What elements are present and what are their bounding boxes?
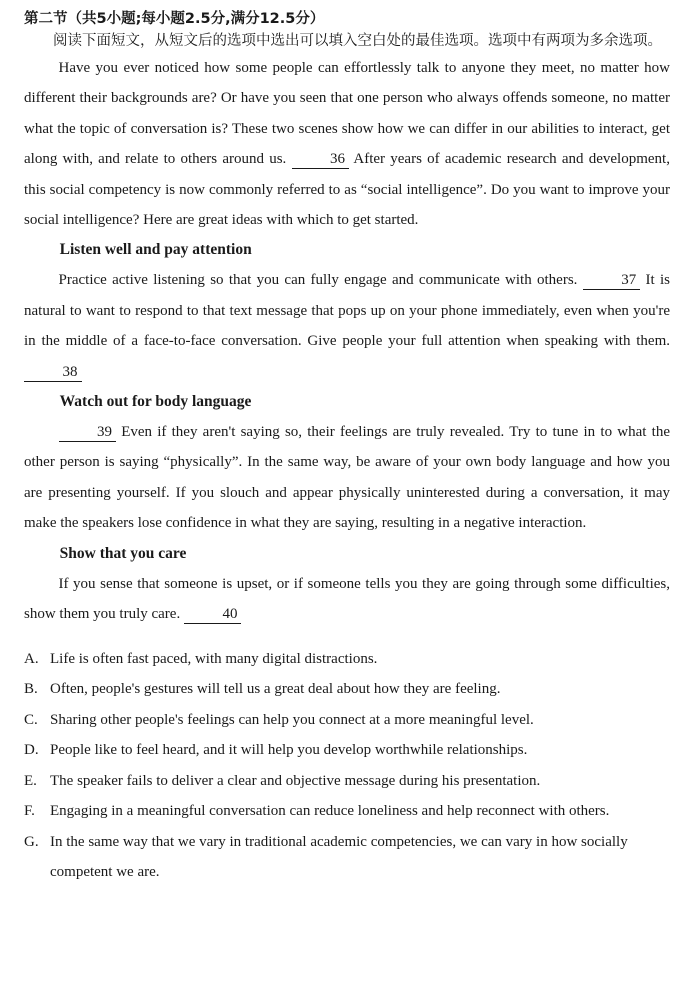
option-letter: D. [24, 742, 39, 758]
option-g [24, 827, 670, 888]
options-list [24, 644, 670, 888]
option-letter: A. [24, 650, 39, 667]
paragraph-3 [24, 417, 670, 539]
option-d [24, 735, 670, 766]
option-letter: F. [24, 803, 35, 819]
option-text: Engaging in a meaningful conversation can reduce loneliness and help reconnect with others. [50, 803, 610, 819]
option-text: In the same way that we vary in traditional academic competencies, we can vary in how socially competent we are. [50, 833, 628, 880]
blank-40: 40 [184, 605, 242, 624]
option-letter: B. [24, 681, 38, 697]
paragraph-2-text-b: It is natural to want to respond to that text message that pops up on your phone immediately, even when you're in the middle of a face-to-face conversation. Give people your full attention when speaking with them. [24, 272, 671, 350]
option-text: Sharing other people's feelings can help you connect at a more meaningful level. [50, 711, 534, 728]
option-c [24, 705, 670, 736]
heading-care: Show that you care [59, 544, 187, 562]
heading-listen: Listen well and pay attention [59, 241, 252, 259]
option-e [24, 766, 670, 797]
paragraph-2 [24, 265, 670, 387]
heading-body-language: Watch out for body language [59, 393, 252, 411]
paragraph-1-text-b: After years of academic research and development, this social competency is now commonly referred to as “social intelligence”. Do you want to improve your social intelligence? Here are great ideas with which to get started. [24, 151, 670, 229]
paragraph-4 [24, 569, 670, 630]
blank-36: 36 [292, 150, 350, 169]
paragraph-3-text: Even if they aren't saying so, their feelings are truly revealed. Try to tune in to what the other person is saying “physically”. In the same way, be aware of your own body language and how you are presenting yourself. If you slouch and appear physically uninterested during a conversation, it may make the speakers lose confidence in what they are saying, resulting in a negative interaction. [24, 424, 670, 532]
option-text: Life is often fast paced, with many digital distractions. [50, 650, 378, 667]
paragraph-1-text-a: Have you ever noticed how some people can effortlessly talk to anyone they meet, no matter how different their backgrounds are? Or have you seen that one person who always offends someone, no matter what the topic of conversation is? These two scenes show how we can differ in our abilities to interact, get along with, and relate to others around us. [24, 60, 670, 168]
section-instruction: 阅读下面短文，从短文后的选项中选出可以填入空白处的最佳选项。选项中有两项为多余选项。 [53, 33, 662, 49]
paragraph-1 [24, 53, 670, 235]
paragraph-4-text: If you sense that someone is upset, or if someone tells you they are going through some difficulties, show them you truly care. [24, 575, 670, 623]
option-letter: E. [24, 772, 37, 789]
option-f [24, 796, 670, 827]
option-letter: G. [24, 833, 39, 850]
paragraph-2-text-a: Practice active listening so that you can fully engage and communicate with others. [58, 272, 578, 289]
option-letter: C. [24, 711, 38, 728]
blank-38: 38 [24, 363, 82, 382]
blank-37: 37 [583, 271, 641, 290]
blank-39: 39 [59, 423, 117, 442]
option-b [24, 674, 670, 705]
option-text: People like to feel heard, and it will help you develop worthwhile relationships. [50, 742, 528, 758]
option-text: The speaker fails to deliver a clear and objective message during his presentation. [50, 772, 541, 789]
section-title: 第二节（共5小题;每小题2.5分,满分12.5分） [24, 11, 325, 27]
option-text: Often, people's gestures will tell us a great deal about how they are feeling. [50, 681, 501, 697]
option-a [24, 644, 670, 675]
